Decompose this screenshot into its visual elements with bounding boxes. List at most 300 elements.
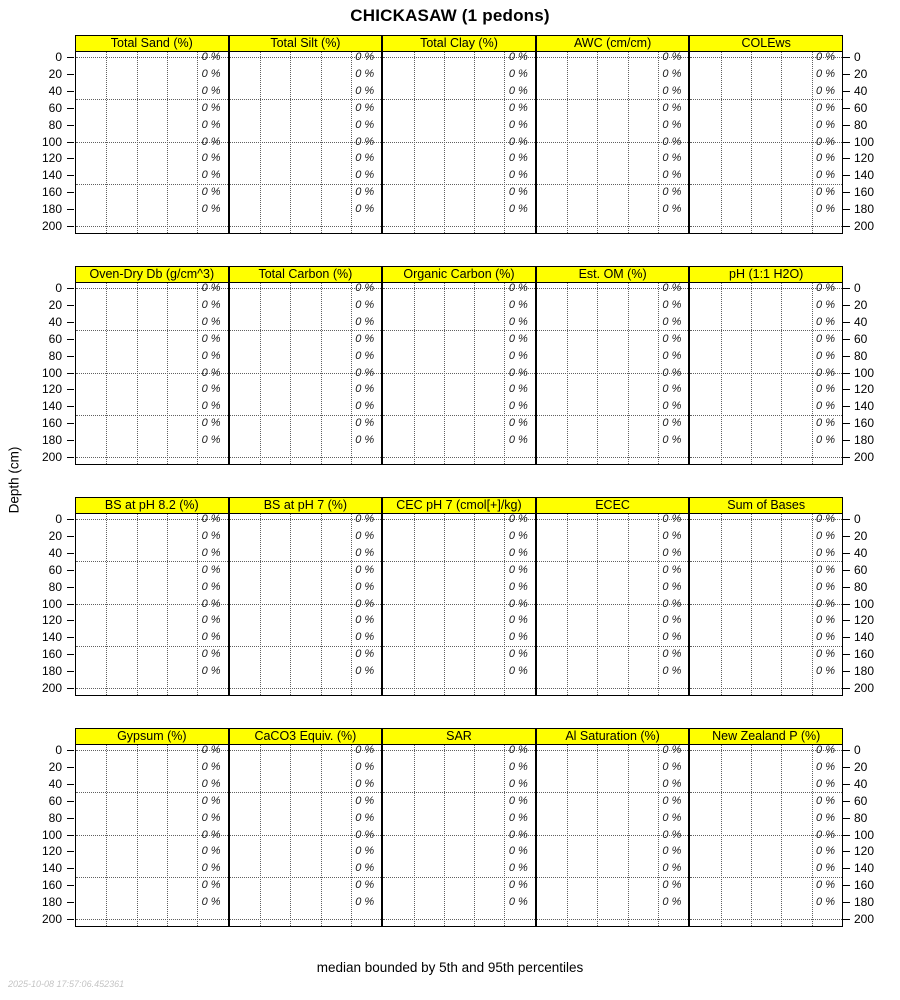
value-label: 0 % [662, 648, 682, 661]
value-label: 0 % [662, 563, 682, 576]
right-axis-tick [843, 192, 850, 193]
h-gridline [690, 688, 842, 689]
value-label: 0 % [355, 760, 375, 773]
h-gridline [690, 792, 842, 793]
v-gridline [444, 283, 445, 464]
panel-plot-area [230, 283, 382, 464]
timestamp-label: 2025-10-08 17:57:06.452361 [8, 979, 125, 989]
v-gridline [567, 514, 568, 695]
left-axis-tick [67, 536, 74, 537]
left-axis-tick [67, 457, 74, 458]
panel-plot-area [383, 283, 535, 464]
value-label: 0 % [508, 152, 528, 165]
value-label: 0 % [816, 777, 835, 790]
left-axis-tick [67, 423, 74, 424]
left-axis-tick [67, 406, 74, 407]
value-label: 0 % [508, 648, 528, 661]
h-gridline [76, 330, 228, 331]
left-axis-tick [67, 818, 74, 819]
value-label: 0 % [201, 546, 221, 559]
left-axis-tick-label: 160 [41, 416, 62, 431]
h-gridline [230, 561, 382, 562]
panel-row [41, 497, 875, 696]
value-label: 0 % [662, 879, 682, 892]
panel [229, 728, 383, 927]
value-label: 0 % [355, 282, 375, 294]
right-axis-tick-label: 20 [854, 66, 868, 81]
left-axis-tick-label: 0 [55, 512, 62, 526]
h-gridline [537, 646, 689, 647]
h-gridline [383, 561, 535, 562]
right-axis-tick-label: 20 [854, 759, 868, 774]
value-label: 0 % [201, 614, 221, 627]
value-label: 0 % [816, 118, 835, 131]
right-axis-tick [843, 604, 850, 605]
value-label: 0 % [662, 845, 682, 858]
right-axis-tick [843, 57, 850, 58]
value-label: 0 % [355, 51, 375, 63]
v-gridline [321, 745, 322, 926]
value-label: 0 % [201, 51, 221, 63]
value-label: 0 % [816, 135, 835, 148]
left-axis-tick-label: 0 [55, 743, 62, 757]
left-axis-tick [67, 637, 74, 638]
right-axis-tick-label: 180 [854, 664, 875, 679]
value-label: 0 % [201, 349, 221, 362]
h-gridline [690, 330, 842, 331]
right-axis-tick [843, 553, 850, 554]
value-label: 0 % [662, 828, 682, 841]
value-label: 0 % [816, 400, 835, 413]
right-axis-tick [843, 801, 850, 802]
value-label: 0 % [662, 862, 682, 875]
h-gridline [230, 99, 382, 100]
panel-plot-area [537, 514, 689, 695]
right-axis-tick [843, 536, 850, 537]
value-label: 0 % [355, 811, 375, 824]
value-label: 0 % [816, 648, 835, 661]
left-axis-tick-label: 20 [48, 66, 62, 81]
value-label: 0 % [662, 614, 682, 627]
value-label: 0 % [355, 529, 375, 542]
value-label: 0 % [816, 282, 835, 294]
right-axis-tick-label: 140 [854, 630, 875, 645]
value-label: 0 % [355, 332, 375, 345]
panel [382, 35, 536, 234]
value-label: 0 % [662, 383, 682, 396]
value-label: 0 % [816, 760, 835, 773]
value-label: 0 % [816, 417, 835, 430]
left-axis-tick-label: 140 [41, 168, 62, 183]
value-label: 0 % [508, 828, 528, 841]
left-axis-tick [67, 226, 74, 227]
value-label: 0 % [355, 614, 375, 627]
value-label: 0 % [508, 349, 528, 362]
right-axis-tick-label: 160 [854, 647, 875, 662]
v-gridline [167, 283, 168, 464]
v-gridline [567, 52, 568, 233]
value-label: 0 % [816, 828, 835, 841]
left-axis-tick-label: 60 [48, 562, 62, 577]
value-label: 0 % [508, 597, 528, 610]
value-label: 0 % [201, 186, 221, 199]
value-label: 0 % [662, 546, 682, 559]
h-gridline [537, 99, 689, 100]
v-gridline [260, 52, 261, 233]
left-axis-tick [67, 322, 74, 323]
right-axis-tick [843, 851, 850, 852]
value-label: 0 % [508, 101, 528, 114]
panel-header: BS at pH 8.2 (%) [76, 498, 228, 514]
right-axis-tick [843, 356, 850, 357]
value-label: 0 % [662, 152, 682, 165]
panel [75, 35, 229, 234]
value-label: 0 % [201, 315, 221, 328]
figure-caption: median bounded by 5th and 95th percentiles [316, 960, 584, 975]
panel-plot-area [76, 514, 228, 695]
panel [229, 266, 383, 465]
v-gridline [351, 514, 352, 695]
h-gridline [537, 330, 689, 331]
left-axis-tick-label: 120 [41, 844, 62, 859]
value-label: 0 % [508, 760, 528, 773]
v-gridline [260, 745, 261, 926]
value-label: 0 % [355, 896, 375, 909]
value-label: 0 % [355, 203, 375, 216]
value-label: 0 % [355, 366, 375, 379]
panel-header: Oven-Dry Db (g/cm^3) [76, 267, 228, 283]
v-gridline [812, 514, 813, 695]
value-label: 0 % [508, 896, 528, 909]
left-axis-tick-label: 100 [41, 596, 62, 611]
right-axis-tick [843, 142, 850, 143]
v-gridline [751, 745, 752, 926]
right-axis-tick-label: 20 [854, 297, 868, 312]
value-label: 0 % [508, 513, 528, 525]
left-axis-tick-label: 80 [48, 810, 62, 825]
value-label: 0 % [662, 631, 682, 644]
right-axis-tick [843, 750, 850, 751]
h-gridline [76, 184, 228, 185]
h-gridline [537, 877, 689, 878]
value-label: 0 % [816, 546, 835, 559]
panel-plot-area [537, 745, 689, 926]
value-label: 0 % [816, 51, 835, 63]
value-label: 0 % [355, 118, 375, 131]
v-gridline [260, 283, 261, 464]
v-gridline [628, 745, 629, 926]
v-gridline [106, 514, 107, 695]
left-axis-tick-label: 40 [48, 776, 62, 791]
v-gridline [351, 283, 352, 464]
h-gridline [690, 99, 842, 100]
value-label: 0 % [355, 417, 375, 430]
value-label: 0 % [816, 332, 835, 345]
h-gridline [230, 919, 382, 920]
v-gridline [106, 52, 107, 233]
value-label: 0 % [201, 366, 221, 379]
right-axis-tick [843, 108, 850, 109]
v-gridline [474, 283, 475, 464]
v-gridline [597, 745, 598, 926]
value-label: 0 % [355, 879, 375, 892]
panel-plot-area [537, 52, 689, 233]
panel-header: CaCO3 Equiv. (%) [230, 729, 382, 745]
left-axis-tick-label: 20 [48, 297, 62, 312]
left-axis-tick-label: 200 [41, 912, 62, 926]
v-gridline [321, 514, 322, 695]
right-axis-tick-label: 160 [854, 878, 875, 893]
value-label: 0 % [508, 298, 528, 311]
panel-plot-area [537, 283, 689, 464]
left-axis-tick-label: 160 [41, 647, 62, 662]
value-label: 0 % [355, 794, 375, 807]
value-label: 0 % [508, 811, 528, 824]
value-label: 0 % [355, 513, 375, 525]
panel-header: ECEC [537, 498, 689, 514]
panel-header: Est. OM (%) [537, 267, 689, 283]
left-axis-tick-label: 100 [41, 134, 62, 149]
v-gridline [628, 283, 629, 464]
v-gridline [444, 52, 445, 233]
value-label: 0 % [816, 631, 835, 644]
value-label: 0 % [355, 315, 375, 328]
left-axis-tick-label: 100 [41, 827, 62, 842]
v-gridline [321, 52, 322, 233]
panel-plot-area [76, 283, 228, 464]
left-axis-tick [67, 620, 74, 621]
panel [689, 266, 843, 465]
v-gridline [658, 52, 659, 233]
v-gridline [751, 514, 752, 695]
v-gridline [628, 514, 629, 695]
value-label: 0 % [816, 169, 835, 182]
h-gridline [383, 415, 535, 416]
right-axis-tick-label: 140 [854, 399, 875, 414]
value-label: 0 % [355, 400, 375, 413]
value-label: 0 % [508, 862, 528, 875]
v-gridline [106, 283, 107, 464]
v-gridline [658, 514, 659, 695]
h-gridline [690, 919, 842, 920]
left-axis-tick [67, 142, 74, 143]
left-axis-tick-label: 20 [48, 759, 62, 774]
h-gridline [76, 415, 228, 416]
value-label: 0 % [201, 135, 221, 148]
value-label: 0 % [662, 794, 682, 807]
v-gridline [812, 52, 813, 233]
panel-header: COLEws [690, 36, 842, 52]
left-axis-tick [67, 158, 74, 159]
value-label: 0 % [201, 580, 221, 593]
value-label: 0 % [201, 298, 221, 311]
panel-header: Total Carbon (%) [230, 267, 382, 283]
value-label: 0 % [508, 118, 528, 131]
right-axis-tick-label: 80 [854, 810, 868, 825]
value-label: 0 % [355, 383, 375, 396]
v-gridline [504, 514, 505, 695]
right-axis-tick [843, 688, 850, 689]
right-axis-tick-label: 200 [854, 912, 875, 926]
value-label: 0 % [355, 84, 375, 97]
v-gridline [137, 514, 138, 695]
panel-row [41, 35, 875, 234]
h-gridline [76, 646, 228, 647]
value-label: 0 % [662, 896, 682, 909]
h-gridline [690, 877, 842, 878]
value-label: 0 % [201, 879, 221, 892]
value-label: 0 % [201, 203, 221, 216]
v-gridline [751, 52, 752, 233]
panel-header: New Zealand P (%) [690, 729, 842, 745]
h-gridline [537, 184, 689, 185]
value-label: 0 % [816, 298, 835, 311]
v-gridline [567, 745, 568, 926]
h-gridline [76, 457, 228, 458]
left-axis-tick-label: 180 [41, 664, 62, 679]
left-axis-tick-label: 0 [55, 281, 62, 295]
value-label: 0 % [201, 665, 221, 678]
right-axis-tick-label: 40 [854, 776, 868, 791]
h-gridline [76, 226, 228, 227]
right-axis-tick-label: 20 [854, 528, 868, 543]
h-gridline [230, 330, 382, 331]
v-gridline [781, 514, 782, 695]
value-label: 0 % [201, 67, 221, 80]
value-label: 0 % [662, 203, 682, 216]
right-axis-tick-label: 200 [854, 219, 875, 233]
h-gridline [383, 457, 535, 458]
value-label: 0 % [201, 811, 221, 824]
value-label: 0 % [508, 614, 528, 627]
left-axis-tick-label: 80 [48, 117, 62, 132]
right-axis-tick-label: 40 [854, 83, 868, 98]
right-axis-tick-label: 0 [854, 281, 861, 295]
right-axis-tick [843, 818, 850, 819]
value-label: 0 % [816, 203, 835, 216]
right-axis-tick [843, 620, 850, 621]
h-gridline [537, 226, 689, 227]
v-gridline [351, 52, 352, 233]
v-gridline [414, 514, 415, 695]
value-label: 0 % [201, 101, 221, 114]
v-gridline [721, 514, 722, 695]
value-label: 0 % [508, 744, 528, 756]
left-axis-tick-label: 140 [41, 861, 62, 876]
value-label: 0 % [816, 879, 835, 892]
right-axis-tick [843, 885, 850, 886]
left-axis-tick-label: 100 [41, 365, 62, 380]
right-axis-tick [843, 637, 850, 638]
value-label: 0 % [662, 434, 682, 447]
panel-plot-area [230, 52, 382, 233]
right-axis-tick [843, 158, 850, 159]
value-label: 0 % [816, 101, 835, 114]
v-gridline [597, 52, 598, 233]
value-label: 0 % [662, 118, 682, 131]
value-label: 0 % [816, 896, 835, 909]
value-label: 0 % [662, 101, 682, 114]
left-axis-tick-label: 200 [41, 450, 62, 464]
right-axis-tick-label: 120 [854, 613, 875, 628]
h-gridline [383, 226, 535, 227]
depth-axis-title: Depth (cm) [6, 446, 22, 514]
value-label: 0 % [816, 529, 835, 542]
panel-header: Gypsum (%) [76, 729, 228, 745]
right-axis-tick [843, 457, 850, 458]
left-axis-tick [67, 389, 74, 390]
panel [536, 497, 690, 696]
panel [75, 497, 229, 696]
panel [229, 497, 383, 696]
left-axis-tick-label: 140 [41, 630, 62, 645]
panel [536, 35, 690, 234]
value-label: 0 % [201, 417, 221, 430]
value-label: 0 % [508, 546, 528, 559]
v-gridline [167, 514, 168, 695]
right-axis-tick [843, 902, 850, 903]
value-label: 0 % [201, 332, 221, 345]
h-gridline [383, 919, 535, 920]
panel-header: AWC (cm/cm) [537, 36, 689, 52]
v-gridline [106, 745, 107, 926]
right-axis-tick-label: 80 [854, 348, 868, 363]
left-axis-tick [67, 288, 74, 289]
left-axis-tick [67, 587, 74, 588]
panel-plot-area [690, 283, 842, 464]
page-title: CHICKASAW (1 pedons) [350, 6, 550, 25]
value-label: 0 % [201, 794, 221, 807]
h-gridline [76, 792, 228, 793]
v-gridline [167, 52, 168, 233]
value-label: 0 % [662, 513, 682, 525]
panel-row [41, 266, 875, 465]
right-axis-tick [843, 440, 850, 441]
left-axis-tick [67, 74, 74, 75]
left-axis-tick-label: 180 [41, 895, 62, 910]
h-gridline [383, 330, 535, 331]
panel-header: CEC pH 7 (cmol[+]/kg) [383, 498, 535, 514]
v-gridline [197, 283, 198, 464]
value-label: 0 % [355, 152, 375, 165]
value-label: 0 % [816, 434, 835, 447]
value-label: 0 % [508, 315, 528, 328]
value-label: 0 % [201, 862, 221, 875]
value-label: 0 % [508, 332, 528, 345]
v-gridline [290, 283, 291, 464]
value-label: 0 % [662, 135, 682, 148]
left-axis-tick [67, 835, 74, 836]
left-axis-tick-label: 160 [41, 878, 62, 893]
value-label: 0 % [508, 879, 528, 892]
panel [689, 497, 843, 696]
value-label: 0 % [662, 169, 682, 182]
panel [536, 266, 690, 465]
v-gridline [444, 745, 445, 926]
value-label: 0 % [355, 169, 375, 182]
h-gridline [690, 415, 842, 416]
value-label: 0 % [201, 744, 221, 756]
value-label: 0 % [355, 580, 375, 593]
value-label: 0 % [816, 794, 835, 807]
panel-header: SAR [383, 729, 535, 745]
value-label: 0 % [508, 383, 528, 396]
v-gridline [414, 283, 415, 464]
value-label: 0 % [816, 152, 835, 165]
value-label: 0 % [816, 67, 835, 80]
value-label: 0 % [355, 665, 375, 678]
panel-row [41, 728, 875, 927]
